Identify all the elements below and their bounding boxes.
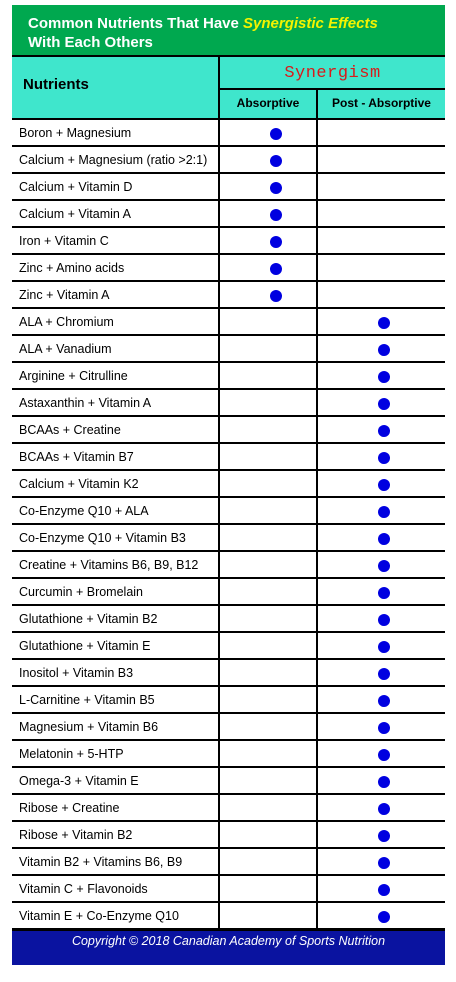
post-absorptive-cell <box>318 282 445 307</box>
absorptive-cell <box>220 363 316 388</box>
absorptive-cell <box>220 552 316 577</box>
synergy-dot-icon <box>270 182 282 194</box>
title-highlight: Synergistic Effects <box>243 15 378 32</box>
nutrient-name: Iron + Vitamin C <box>12 228 218 253</box>
absorptive-cell <box>220 336 316 361</box>
nutrient-name: Glutathione + Vitamin E <box>12 633 218 658</box>
nutrient-name: Ribose + Creatine <box>12 795 218 820</box>
absorptive-cell <box>220 795 316 820</box>
post-absorptive-cell <box>318 525 445 550</box>
absorptive-cell <box>220 876 316 901</box>
nutrient-name: BCAAs + Creatine <box>12 417 218 442</box>
absorptive-header: Absorptive <box>220 90 316 118</box>
post-absorptive-cell <box>318 606 445 631</box>
post-absorptive-cell <box>318 444 445 469</box>
synergy-dot-icon <box>378 371 390 383</box>
nutrient-name: Vitamin C + Flavonoids <box>12 876 218 901</box>
synergy-dot-icon <box>378 911 390 923</box>
nutrient-name: BCAAs + Vitamin B7 <box>12 444 218 469</box>
synergy-dot-icon <box>270 236 282 248</box>
synergy-dot-icon <box>378 398 390 410</box>
post-absorptive-cell <box>318 174 445 199</box>
absorptive-cell <box>220 768 316 793</box>
nutrients-header: Nutrients <box>12 57 218 118</box>
post-absorptive-cell <box>318 714 445 739</box>
post-absorptive-cell <box>318 660 445 685</box>
synergy-dot-icon <box>378 425 390 437</box>
synergy-dot-icon <box>378 776 390 788</box>
absorptive-cell <box>220 606 316 631</box>
post-absorptive-cell <box>318 201 445 226</box>
nutrient-name: Calcium + Vitamin A <box>12 201 218 226</box>
synergy-dot-icon <box>270 290 282 302</box>
absorptive-cell <box>220 849 316 874</box>
post-absorptive-cell <box>318 768 445 793</box>
nutrient-name: Magnesium + Vitamin B6 <box>12 714 218 739</box>
post-absorptive-cell <box>318 255 445 280</box>
absorptive-cell <box>220 633 316 658</box>
synergy-dot-icon <box>378 479 390 491</box>
absorptive-cell <box>220 741 316 766</box>
post-absorptive-cell <box>318 579 445 604</box>
nutrient-name: Co-Enzyme Q10 + Vitamin B3 <box>12 525 218 550</box>
post-absorptive-cell <box>318 120 445 145</box>
absorptive-cell <box>220 147 316 172</box>
absorptive-cell <box>220 120 316 145</box>
post-absorptive-cell <box>318 822 445 847</box>
nutrient-name: Curcumin + Bromelain <box>12 579 218 604</box>
nutrient-name: Vitamin E + Co-Enzyme Q10 <box>12 903 218 928</box>
post-absorptive-cell <box>318 417 445 442</box>
nutrient-name: Arginine + Citrulline <box>12 363 218 388</box>
synergy-dot-icon <box>378 803 390 815</box>
post-absorptive-cell <box>318 687 445 712</box>
absorptive-cell <box>220 579 316 604</box>
synergy-dot-icon <box>378 506 390 518</box>
nutrient-name: Zinc + Amino acids <box>12 255 218 280</box>
absorptive-cell <box>220 660 316 685</box>
synergy-dot-icon <box>378 668 390 680</box>
absorptive-cell <box>220 390 316 415</box>
synergy-dot-icon <box>378 884 390 896</box>
copyright-footer: Copyright © 2018 Canadian Academy of Sports Nutrition <box>12 931 445 965</box>
nutrient-name: Zinc + Vitamin A <box>12 282 218 307</box>
synergy-dot-icon <box>378 695 390 707</box>
synergy-dot-icon <box>378 317 390 329</box>
nutrient-name: Glutathione + Vitamin B2 <box>12 606 218 631</box>
synergy-dot-icon <box>378 749 390 761</box>
absorptive-cell <box>220 444 316 469</box>
title-text-line2: With Each Others <box>28 34 153 51</box>
absorptive-cell <box>220 471 316 496</box>
post-absorptive-cell <box>318 363 445 388</box>
synergy-dot-icon <box>378 560 390 572</box>
post-absorptive-cell <box>318 471 445 496</box>
nutrient-name: Astaxanthin + Vitamin A <box>12 390 218 415</box>
title-text: Common Nutrients That Have <box>28 15 244 32</box>
post-absorptive-cell <box>318 336 445 361</box>
nutrient-name: Calcium + Vitamin D <box>12 174 218 199</box>
post-absorptive-cell <box>318 390 445 415</box>
nutrient-name: Boron + Magnesium <box>12 120 218 145</box>
synergy-dot-icon <box>270 209 282 221</box>
nutrient-name: L-Carnitine + Vitamin B5 <box>12 687 218 712</box>
post-absorptive-cell <box>318 876 445 901</box>
synergy-dot-icon <box>270 155 282 167</box>
nutrient-name: Creatine + Vitamins B6, B9, B12 <box>12 552 218 577</box>
absorptive-cell <box>220 714 316 739</box>
synergy-dot-icon <box>378 857 390 869</box>
absorptive-cell <box>220 822 316 847</box>
nutrient-name: Omega-3 + Vitamin E <box>12 768 218 793</box>
synergy-dot-icon <box>378 614 390 626</box>
absorptive-cell <box>220 228 316 253</box>
post-absorptive-header: Post - Absorptive <box>318 90 445 118</box>
absorptive-cell <box>220 525 316 550</box>
nutrient-name: ALA + Chromium <box>12 309 218 334</box>
nutrient-name: Co-Enzyme Q10 + ALA <box>12 498 218 523</box>
synergy-dot-icon <box>270 128 282 140</box>
post-absorptive-cell <box>318 741 445 766</box>
absorptive-cell <box>220 201 316 226</box>
synergy-dot-icon <box>378 641 390 653</box>
synergy-dot-icon <box>378 344 390 356</box>
post-absorptive-cell <box>318 633 445 658</box>
absorptive-cell <box>220 174 316 199</box>
absorptive-cell <box>220 498 316 523</box>
table-title <box>12 5 445 57</box>
post-absorptive-cell <box>318 309 445 334</box>
post-absorptive-cell <box>318 228 445 253</box>
synergy-dot-icon <box>378 533 390 545</box>
absorptive-cell <box>220 255 316 280</box>
nutrient-name: Ribose + Vitamin B2 <box>12 822 218 847</box>
post-absorptive-cell <box>318 795 445 820</box>
post-absorptive-cell <box>318 147 445 172</box>
nutrient-name: Vitamin B2 + Vitamins B6, B9 <box>12 849 218 874</box>
post-absorptive-cell <box>318 552 445 577</box>
nutrient-name: Melatonin + 5-HTP <box>12 741 218 766</box>
synergy-dot-icon <box>270 263 282 275</box>
absorptive-cell <box>220 309 316 334</box>
synergy-dot-icon <box>378 452 390 464</box>
post-absorptive-cell <box>318 903 445 928</box>
post-absorptive-cell <box>318 498 445 523</box>
synergism-header: Synergism <box>220 57 445 88</box>
nutrient-table <box>12 5 445 965</box>
nutrient-name: Inositol + Vitamin B3 <box>12 660 218 685</box>
synergy-dot-icon <box>378 722 390 734</box>
absorptive-cell <box>220 417 316 442</box>
nutrient-name: Calcium + Vitamin K2 <box>12 471 218 496</box>
synergy-dot-icon <box>378 830 390 842</box>
post-absorptive-cell <box>318 849 445 874</box>
absorptive-cell <box>220 687 316 712</box>
nutrient-name: Calcium + Magnesium (ratio >2:1) <box>12 147 218 172</box>
nutrient-name: ALA + Vanadium <box>12 336 218 361</box>
absorptive-cell <box>220 282 316 307</box>
absorptive-cell <box>220 903 316 928</box>
synergy-dot-icon <box>378 587 390 599</box>
